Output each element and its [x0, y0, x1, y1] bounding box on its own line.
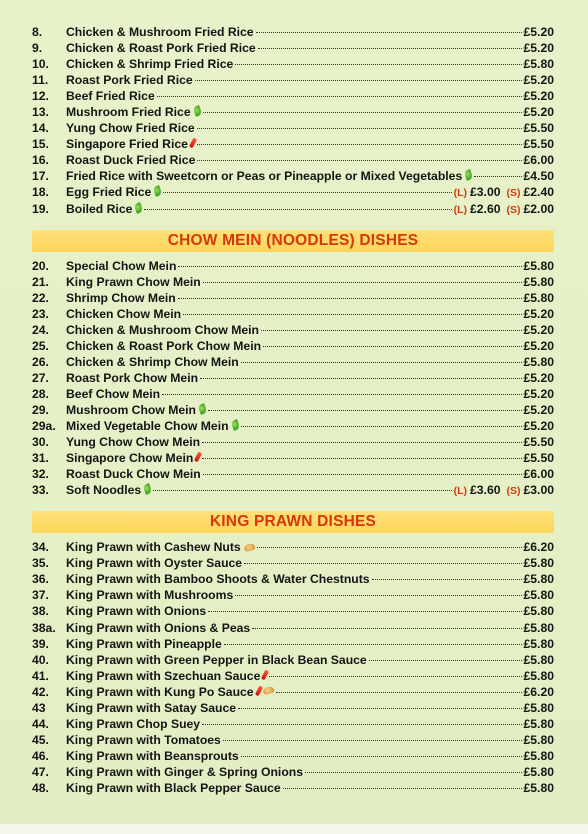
dot-leader [144, 209, 451, 210]
item-number: 36. [32, 572, 49, 587]
item-number: 29a. [32, 419, 56, 434]
item-name: King Prawn Chow Mein [66, 274, 201, 289]
chili-icon [254, 685, 262, 696]
menu-item [32, 700, 554, 716]
item-number: 22. [32, 290, 49, 305]
item-icons [257, 686, 274, 696]
item-price: £5.20 [523, 402, 554, 417]
dot-leader [256, 32, 522, 33]
item-price: £5.80 [523, 604, 554, 619]
item-icons [135, 203, 142, 213]
menu-item [32, 764, 554, 780]
item-name: Beef Fried Rice [66, 89, 155, 104]
item-name: King Prawn with Oyster Sauce [66, 556, 243, 571]
item-name: Chicken & Mushroom Fried Rice [66, 25, 254, 39]
item-name: King Prawn Chop Suey [66, 716, 201, 731]
small-size-label: (S) [506, 203, 521, 216]
small-size-price: £3.00 [523, 483, 554, 498]
dot-leader [261, 330, 522, 331]
item-name: King Prawn with Beansprouts [66, 748, 239, 763]
item-icons [232, 420, 239, 430]
item-name: Chicken Chow Mein [66, 306, 182, 321]
dot-leader [203, 282, 522, 283]
item-number: 45. [32, 732, 49, 747]
menu-item [32, 322, 554, 338]
menu-item [32, 652, 554, 668]
dot-leader [238, 708, 522, 709]
menu-item [32, 636, 554, 652]
nut-icon [262, 686, 274, 696]
item-name: Chicken & Shrimp Fried Rice [66, 57, 234, 72]
item-price: £5.80 [523, 636, 554, 651]
item-price: £5.20 [523, 338, 554, 353]
item-price: £5.80 [523, 588, 554, 603]
item-number: 37. [32, 588, 49, 603]
item-price: £5.80 [523, 354, 554, 369]
menu-section [32, 511, 554, 796]
item-price: £4.50 [523, 169, 554, 184]
dot-leader [244, 563, 521, 564]
item-price: £5.80 [523, 700, 554, 715]
menu-item [32, 402, 554, 418]
menu-item [32, 306, 554, 322]
item-number: 43 [32, 700, 46, 715]
section-header: KING PRAWN DISHES [32, 511, 554, 533]
item-number: 41. [32, 668, 49, 683]
dot-leader [252, 628, 521, 629]
menu-item [32, 620, 554, 636]
item-number: 47. [32, 764, 49, 779]
item-price: £5.80 [523, 732, 554, 747]
item-name: Mushroom Fried Rice [66, 105, 191, 120]
item-number: 10. [32, 57, 49, 72]
item-price: £5.20 [523, 306, 554, 321]
dot-leader [197, 128, 522, 129]
large-size-label: (L) [453, 187, 467, 200]
item-name: Beef Chow Mein [66, 386, 161, 401]
menu-item [32, 780, 554, 796]
menu-item [32, 668, 554, 684]
menu-item [32, 386, 554, 402]
menu-item [32, 450, 554, 466]
dot-leader [157, 96, 522, 97]
item-icons [199, 404, 206, 414]
item-name: Chicken & Roast Pork Chow Mein [66, 338, 262, 353]
item-number: 28. [32, 386, 49, 401]
nut-icon [243, 543, 255, 553]
chili-icon [189, 138, 197, 149]
vegetarian-leaf-icon [230, 419, 240, 431]
dot-leader [162, 394, 521, 395]
item-price: £5.50 [523, 435, 554, 450]
small-size-price: £2.00 [523, 201, 554, 216]
vegetarian-leaf-icon [192, 105, 202, 117]
item-number: 40. [32, 652, 49, 667]
item-name: Special Chow Mein [66, 258, 177, 273]
item-name: Roast Pork Chow Mein [66, 370, 199, 385]
item-price: £5.50 [523, 121, 554, 136]
dot-leader [153, 490, 451, 491]
menu-item [32, 571, 554, 587]
dot-leader [283, 788, 522, 789]
item-price-sizes [454, 482, 554, 499]
dot-leader [203, 474, 522, 475]
item-name: Roast Duck Chow Mein [66, 467, 201, 482]
small-size-price: £2.40 [523, 185, 554, 200]
menu-item [32, 684, 554, 700]
item-number: 9. [32, 41, 43, 56]
item-price: £5.20 [523, 25, 554, 39]
item-number: 12. [32, 89, 49, 104]
menu-item [32, 72, 554, 88]
menu-item [32, 88, 554, 104]
item-number: 15. [32, 137, 49, 152]
menu-item [32, 748, 554, 764]
dot-leader [235, 64, 521, 65]
dot-leader [197, 144, 522, 145]
dot-leader [202, 442, 521, 443]
dot-leader [208, 611, 521, 612]
item-name: King Prawn with Onions & Peas [66, 620, 251, 635]
item-price-sizes [454, 184, 554, 201]
item-price: £5.80 [523, 668, 554, 683]
item-name: Yung Chow Chow Mein [66, 435, 201, 450]
item-number: 38. [32, 604, 49, 619]
item-price: £6.20 [523, 684, 554, 699]
item-number: 14. [32, 121, 49, 136]
vegetarian-leaf-icon [198, 403, 208, 415]
item-price: £6.20 [523, 540, 554, 555]
dot-leader [202, 724, 521, 725]
menu-item [32, 418, 554, 434]
item-name: Soft Noodles [66, 483, 142, 498]
dot-leader [241, 756, 522, 757]
dot-leader [195, 80, 522, 81]
item-price: £5.20 [523, 73, 554, 88]
menu-item [32, 370, 554, 386]
dot-leader [208, 410, 522, 411]
item-price: £5.80 [523, 764, 554, 779]
item-name: Chicken & Roast Pork Fried Rice [66, 41, 256, 56]
item-name: Roast Pork Fried Rice [66, 73, 193, 88]
item-name: King Prawn with Szechuan Sauce [66, 668, 261, 683]
menu-item [32, 136, 554, 152]
dot-leader [202, 458, 521, 459]
item-price: £5.80 [523, 290, 554, 305]
item-price: £5.80 [523, 620, 554, 635]
large-size-price: £3.60 [470, 483, 501, 498]
small-size-label: (S) [506, 187, 521, 200]
item-number: 24. [32, 322, 49, 337]
dot-leader [369, 660, 522, 661]
dot-leader [163, 192, 451, 193]
item-name: Singapore Chow Mein [66, 451, 194, 466]
item-icons [191, 138, 195, 148]
large-size-label: (L) [453, 203, 467, 216]
item-price: £5.50 [523, 451, 554, 466]
menu-item [32, 466, 554, 482]
item-number: 19. [32, 201, 49, 216]
menu-item [32, 56, 554, 72]
dot-leader [257, 547, 522, 548]
vegetarian-leaf-icon [464, 170, 474, 182]
item-price: £5.20 [523, 41, 554, 56]
item-number: 8. [32, 25, 43, 39]
item-number: 27. [32, 370, 49, 385]
menu-item [32, 120, 554, 136]
item-number: 29. [32, 402, 49, 417]
menu-item [32, 555, 554, 571]
item-name: Chicken & Shrimp Chow Mein [66, 354, 239, 369]
menu-item [32, 274, 554, 290]
item-name: King Prawn with Tomatoes [66, 732, 221, 747]
menu-item [32, 184, 554, 200]
item-name: Roast Duck Fried Rice [66, 153, 196, 168]
bottom-margin [0, 824, 588, 834]
dot-leader [183, 314, 521, 315]
dot-leader [235, 595, 521, 596]
item-price: £6.00 [523, 153, 554, 168]
dot-leader [258, 48, 522, 49]
item-name: King Prawn with Green Pepper in Black Bean Sauce [66, 652, 367, 667]
item-price: £5.20 [523, 419, 554, 434]
section-header: CHOW MEIN (NOODLES) DISHES [32, 230, 554, 252]
dot-leader [200, 378, 521, 379]
menu-item [32, 168, 554, 184]
item-price: £5.50 [523, 137, 554, 152]
dot-leader [223, 740, 522, 741]
item-price: £5.80 [523, 274, 554, 289]
item-number: 33. [32, 483, 49, 498]
dot-leader [263, 346, 521, 347]
menu-item [32, 732, 554, 748]
item-name: Mushroom Chow Mein [66, 402, 196, 417]
item-price: £5.80 [523, 57, 554, 72]
menu-item [32, 258, 554, 274]
menu-item [32, 482, 554, 498]
item-icons [154, 186, 161, 196]
item-price: £5.20 [523, 89, 554, 104]
menu-item [32, 587, 554, 603]
item-name: Mixed Vegetable Chow Mein [66, 419, 229, 434]
item-icons [196, 452, 200, 462]
menu-item [32, 539, 554, 555]
menu-item [32, 603, 554, 619]
item-number: 31. [32, 451, 49, 466]
item-number: 16. [32, 153, 49, 168]
item-price: £5.20 [523, 370, 554, 385]
item-number: 17. [32, 169, 49, 184]
item-price: £5.80 [523, 572, 554, 587]
large-size-label: (L) [453, 485, 467, 498]
item-name: Boiled Rice [66, 201, 133, 216]
item-name: King Prawn with Bamboo Shoots & Water Chestnuts [66, 572, 370, 587]
dot-leader [197, 160, 521, 161]
item-number: 44. [32, 716, 49, 731]
item-name: King Prawn with Mushrooms [66, 588, 234, 603]
item-name: King Prawn with Onions [66, 604, 207, 619]
dot-leader [178, 266, 521, 267]
item-icons [144, 484, 151, 494]
chili-icon [261, 669, 269, 680]
item-name: King Prawn with Pineapple [66, 636, 222, 651]
dot-leader [276, 692, 522, 693]
menu-section [32, 230, 554, 499]
item-price: £5.80 [523, 780, 554, 795]
item-number: 34. [32, 540, 49, 555]
item-name: King Prawn with Satay Sauce [66, 700, 236, 715]
item-number: 42. [32, 684, 49, 699]
large-size-price: £2.60 [470, 201, 501, 216]
item-number: 13. [32, 105, 49, 120]
item-icons [263, 670, 267, 680]
item-number: 30. [32, 435, 49, 450]
large-size-price: £3.00 [470, 185, 501, 200]
item-name: Chicken & Mushroom Chow Mein [66, 322, 259, 337]
menu-item [32, 40, 554, 56]
dot-leader [241, 362, 522, 363]
small-size-label: (S) [506, 485, 521, 498]
menu-section [32, 24, 554, 217]
item-number: 46. [32, 748, 49, 763]
item-name: Singapore Fried Rice [66, 137, 188, 152]
vegetarian-leaf-icon [153, 186, 163, 198]
item-name: Egg Fried Rice [66, 185, 152, 200]
vegetarian-leaf-icon [143, 483, 153, 495]
dot-leader [269, 676, 521, 677]
dot-leader [203, 112, 522, 113]
menu-item [32, 290, 554, 306]
menu-item [32, 24, 554, 40]
item-price: £6.00 [523, 467, 554, 482]
item-number: 23. [32, 306, 49, 321]
dot-leader [372, 579, 522, 580]
item-number: 32. [32, 467, 49, 482]
item-number: 25. [32, 338, 49, 353]
dot-leader [178, 298, 522, 299]
item-number: 20. [32, 258, 49, 273]
item-number: 48. [32, 780, 49, 795]
item-price: £5.20 [523, 322, 554, 337]
item-price-sizes [454, 201, 554, 218]
menu-item [32, 338, 554, 354]
item-number: 38a. [32, 620, 56, 635]
item-number: 11. [32, 73, 49, 88]
menu-item [32, 354, 554, 370]
item-price: £5.80 [523, 748, 554, 763]
item-price: £5.80 [523, 556, 554, 571]
dot-leader [474, 176, 521, 177]
chili-icon [194, 452, 202, 463]
item-name: Shrimp Chow Mein [66, 290, 176, 305]
menu-item [32, 152, 554, 168]
dot-leader [241, 426, 522, 427]
item-price: £5.80 [523, 258, 554, 273]
item-name: King Prawn with Black Pepper Sauce [66, 780, 281, 795]
item-price: £5.80 [523, 716, 554, 731]
item-name: Fried Rice with Sweetcorn or Peas or Pineapple or Mixed Vegetables [66, 169, 463, 184]
dot-leader [305, 772, 522, 773]
menu-item [32, 716, 554, 732]
item-icons [465, 170, 472, 180]
item-number: 18. [32, 185, 49, 200]
menu-item [32, 104, 554, 120]
item-number: 21. [32, 274, 49, 289]
item-number: 26. [32, 354, 49, 369]
dot-leader [224, 644, 522, 645]
menu-item [32, 201, 554, 217]
item-price: £5.80 [523, 652, 554, 667]
item-price: £5.20 [523, 105, 554, 120]
item-name: Yung Chow Fried Rice [66, 121, 195, 136]
item-name: King Prawn with Ginger & Spring Onions [66, 764, 303, 779]
vegetarian-leaf-icon [134, 202, 144, 214]
menu-item [32, 434, 554, 450]
item-name: King Prawn with Cashew Nuts [66, 540, 241, 555]
item-icons [244, 544, 255, 551]
item-number: 35. [32, 556, 49, 571]
item-icons [194, 106, 201, 116]
item-price: £5.20 [523, 386, 554, 401]
item-number: 39. [32, 636, 49, 651]
menu-content [32, 24, 554, 796]
item-name: King Prawn with Kung Po Sauce [66, 684, 254, 699]
